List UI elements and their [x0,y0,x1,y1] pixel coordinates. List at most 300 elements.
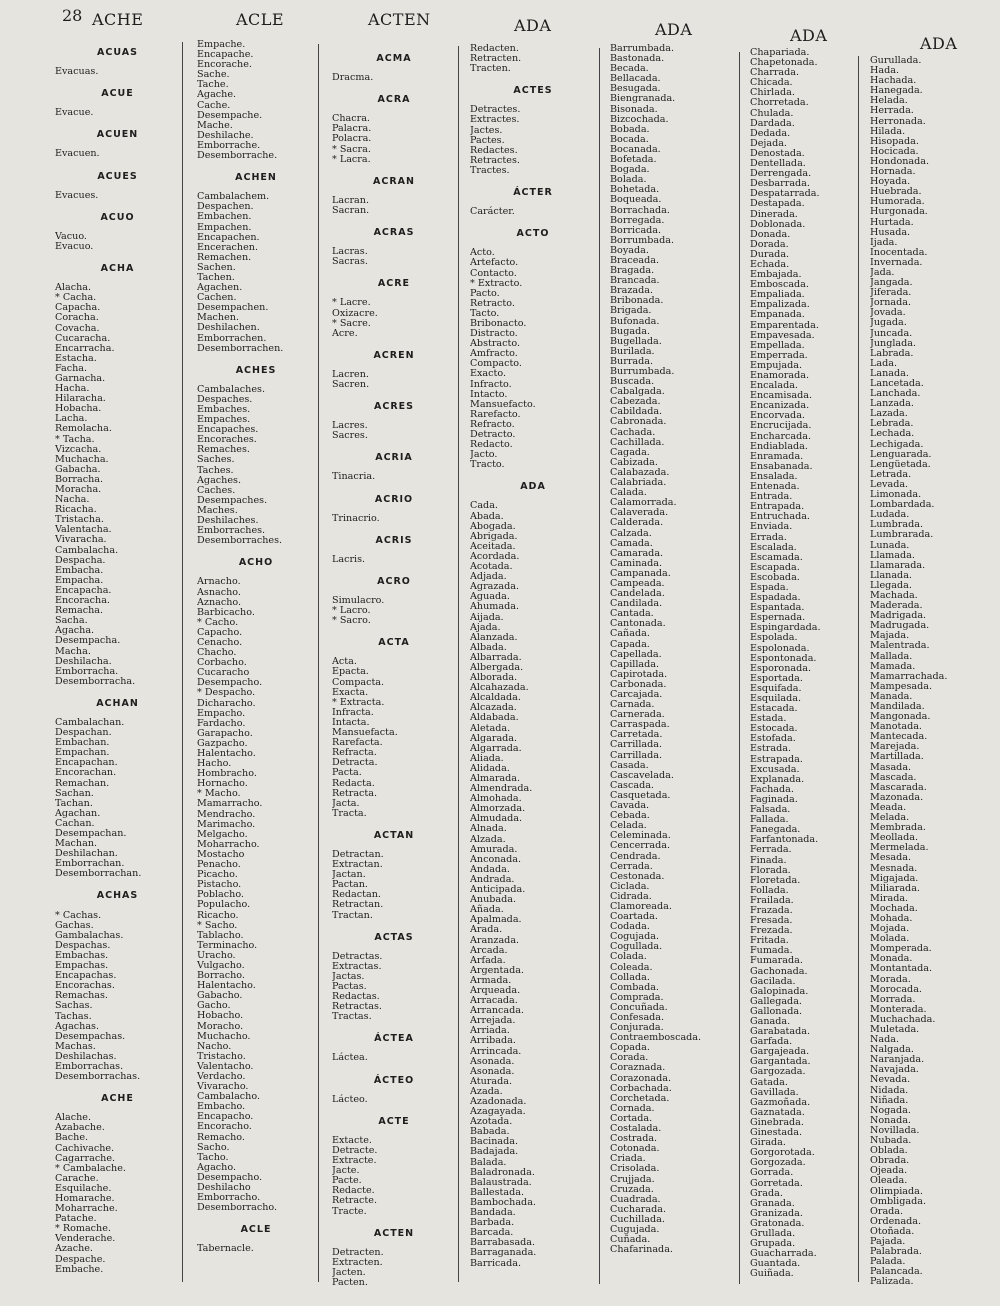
word-entry: Borrumbada. [610,234,675,246]
word-entry: Enviada. [750,521,793,533]
word-entry: Argentada. [470,964,524,976]
word-entry: Barricada. [470,1257,522,1269]
word-entry: Lacris. [332,553,366,565]
word-entry: Arada. [470,924,503,936]
word-entry: Apalmada. [470,914,522,926]
word-entry: Balaustrada. [470,1176,532,1188]
word-entry: Bambochada. [470,1196,536,1208]
word-entry: Cabizada. [610,456,658,468]
word-entry: Capacho. [197,626,243,638]
word-entry: Retractes. [470,154,520,166]
word-entry: Lunada. [870,539,910,551]
word-entry: Garnacha. [55,372,106,384]
word-entry: Hacho. [197,758,232,770]
word-entry: Vacuo. [55,230,87,242]
word-entry: Aliada. [470,752,504,764]
word-entry: Galopinada. [750,985,809,997]
word-entry: Añada. [470,904,504,916]
word-entry: Calaverada. [610,507,669,519]
word-entry: Despachen. [197,201,254,213]
word-entry: Alzada. [470,833,506,845]
word-entry: Entrada. [750,491,793,503]
word-entry: Tacho. [197,1151,229,1163]
word-entry: Deshilache. [197,129,254,141]
word-entry: Gazmoñada. [750,1096,811,1108]
column-rule [318,44,319,1282]
word-entry: Nada. [870,1034,900,1046]
word-entry: Empellada. [750,339,805,351]
word-entry: Gatada. [750,1076,788,1088]
word-entry: Agacho. [197,1161,236,1173]
word-entry: Camarada. [610,547,664,559]
word-entry: Embache. [55,1263,104,1275]
word-entry: Invernada. [870,256,923,268]
word-entry: Detracta. [332,757,378,769]
word-entry: Detractan. [332,848,384,860]
word-entry: Evacues. [55,189,99,201]
running-header-5: ADA [655,20,693,39]
word-entry: Dentellada. [750,158,806,170]
word-entry: Estrapada. [750,753,803,765]
word-entry: Lacres. [332,420,368,432]
word-entry: Gargantada. [750,1056,811,1068]
word-entry: Maderada. [870,600,923,612]
column-rule [599,48,600,1284]
word-entry: Cogullada. [610,941,663,953]
word-entry: Encorachas. [55,980,115,992]
word-entry: Calada. [610,487,647,499]
word-entry: Esportada. [750,672,803,684]
word-entry: Refracta. [332,747,377,759]
word-entry: Moharrache. [55,1203,118,1215]
word-entry: Esporonada. [750,662,812,674]
column-rule [458,46,459,1282]
word-entry: Espadada. [750,592,801,604]
word-entry: Espernada. [750,612,806,624]
word-entry: Momperada. [870,943,932,955]
word-entry: Bastonada. [610,53,665,65]
word-entry: Cogujada. [610,931,660,943]
word-entry: Cache. [197,99,231,111]
word-entry: Cabalgada. [610,386,665,398]
word-entry: Emboscada. [750,279,809,291]
word-entry: Asnacho. [197,586,241,598]
word-entry: Encamisada. [750,390,812,402]
word-entry: Mazonada. [870,791,924,803]
word-entry: Cuñada. [610,1234,651,1246]
word-entry: Tachas. [55,1010,92,1022]
word-entry: Crujjada. [610,1173,655,1185]
word-entry: Excusada. [750,763,800,775]
word-entry: Láctea. [332,1052,368,1064]
word-entry: Sacres. [332,430,368,442]
word-entry: Remachen. [197,251,252,263]
word-entry: Rarefacto. [470,408,521,420]
word-entry: Empachen. [197,221,252,233]
word-entry: Picacho. [197,869,238,881]
section-heading: ACRAS [373,227,415,239]
word-entry: Cencerrada. [610,840,671,852]
word-entry: Helada. [870,95,908,107]
word-entry: Detractes. [470,104,521,116]
word-entry: Carácter. [470,206,515,218]
word-entry: Redacto. [470,439,513,451]
word-entry: Garabatada. [750,1026,811,1038]
word-entry: Candilada. [610,598,663,610]
word-entry: Lacren. [332,368,369,380]
word-entry: Borricada. [610,224,662,236]
word-entry: Tractes. [470,164,510,176]
word-entry: Tablacho. [197,929,244,941]
word-entry: Candelada. [610,588,665,600]
word-entry: Gallegada. [750,995,802,1007]
word-entry: Tracten. [470,63,511,75]
word-entry: Gacho. [197,1000,231,1012]
word-entry: Alcaldada. [470,692,521,704]
word-entry: Adjada. [470,571,507,583]
word-entry: Encapache. [197,49,254,61]
word-entry: Jacten. [332,1266,366,1278]
word-entry: Hocicada. [870,145,919,157]
word-entry: Mascarada. [870,781,927,793]
word-entry: Escapada. [750,561,800,573]
word-entry: Chirlada. [750,87,795,99]
word-entry: Embachas. [55,949,109,961]
word-entry: Mascada. [870,771,917,783]
word-entry: Bolada. [610,174,647,186]
word-entry: Naranjada. [870,1054,925,1066]
word-entry: Limonada. [870,489,922,501]
word-entry: Vizcacha. [55,443,102,455]
word-entry: Masada. [870,761,912,773]
word-entry: Desempacha. [55,635,121,647]
word-entry: Extracten. [332,1256,383,1268]
word-entry: Tabernacle. [197,1243,254,1255]
word-entry: Cagarrache. [55,1152,116,1164]
word-entry: Hoyada. [870,176,911,188]
word-entry: Humorada. [870,196,925,208]
section-heading: ACHE [101,1093,134,1105]
word-entry: Celada. [610,820,647,832]
word-entry: Desemborracho. [197,1202,278,1214]
word-entry: Calabazada. [610,466,670,478]
word-entry: Cascada. [610,779,654,791]
word-entry: Niñada. [870,1094,909,1106]
word-entry: Garapacho. [197,727,253,739]
word-entry: Capillada. [610,658,660,670]
word-entry: Aletada. [470,722,511,734]
word-entry: Aijada. [470,611,504,623]
word-entry: Encoracha. [55,595,110,607]
word-entry: Nogada. [870,1104,911,1116]
word-entry: Manotada. [870,721,922,733]
word-entry: Fritada. [750,935,789,947]
word-entry: Nidada. [870,1084,909,1096]
word-entry: Empanada. [750,309,805,321]
word-entry: Albergada. [470,661,524,673]
word-entry: Gratonada. [750,1217,805,1229]
section-heading: ACRIO [374,493,414,505]
section-heading: ACLE [240,1224,272,1236]
section-heading: ACTEN [373,1227,415,1239]
word-entry: Pactes. [470,134,505,146]
word-entry: Encoraches. [197,434,257,446]
word-entry: Nacha. [55,494,90,506]
word-entry: Deshilachas. [55,1050,117,1062]
word-entry: Polacra. [332,133,372,145]
word-entry: * Lacro. [332,605,371,617]
section-heading: ACUO [100,211,135,223]
word-entry: Despachan. [55,727,112,739]
word-entry: Covacha. [55,322,100,334]
word-entry: Agachan. [55,807,101,819]
word-entry: Novillada. [870,1124,920,1136]
word-entry: Escobada. [750,571,800,583]
word-entry: Estrada. [750,743,791,755]
word-entry: Melgacho. [197,828,248,840]
word-entry: Agache. [197,89,237,101]
word-entry: Despaches. [197,393,253,405]
word-entry: Pactan. [332,879,368,891]
word-entry: Redactas. [332,991,380,1003]
word-entry: Exacta. [332,686,369,698]
section-heading: ACTO [516,228,550,240]
word-entry: Tache. [197,79,229,91]
word-entry: Lanchada. [870,388,921,400]
word-entry: Lazada. [870,408,908,420]
word-entry: Besugada. [610,83,661,95]
word-entry: Coraznada. [610,1062,666,1074]
section-heading: ACTE [378,1115,410,1127]
word-entry: Arfada. [470,954,506,966]
word-entry: Meollada. [870,832,919,844]
word-entry: Palacra. [332,123,372,135]
word-entry: Olimpiada. [870,1185,923,1197]
word-entry: Mostacho [197,848,245,860]
word-entry: Espontonada. [750,652,817,664]
word-entry: Esquilache. [55,1182,112,1194]
word-entry: Endiablada. [750,440,808,452]
word-entry: Bogada. [610,164,650,176]
word-entry: Encrucijada. [750,420,812,432]
word-entry: Embacha. [55,564,104,576]
word-entry: Mohada. [870,912,913,924]
word-entry: Bufonada. [610,315,660,327]
word-entry: Encapachas. [55,970,117,982]
word-entry: Caminada. [610,557,663,569]
word-entry: Cestonada. [610,870,665,882]
word-entry: Agachas. [55,1020,100,1032]
word-entry: Comprada. [610,991,664,1003]
word-entry: Acre. [332,327,358,339]
word-entry: Jacte. [332,1165,360,1177]
word-entry: Calzada. [610,527,652,539]
word-entry: Desemborrachan. [55,868,142,880]
word-entry: Gallonada. [750,1005,803,1017]
section-heading: ÁCTER [513,187,553,199]
word-entry: Desbarrada. [750,178,810,190]
word-entry: Tractas. [332,1011,372,1023]
word-entry: Nubada. [870,1135,912,1147]
word-entry: Intacta. [332,716,370,728]
word-entry: Jovada. [870,307,906,319]
word-entry: Husada. [870,226,911,238]
word-entry: Inocentada. [870,246,928,258]
word-entry: Chapetonada. [750,57,818,69]
word-entry: Artefacto. [470,257,519,269]
word-entry: Alanzada. [470,631,518,643]
word-entry: Machada. [870,589,918,601]
word-entry: Vulgacho. [197,959,245,971]
word-entry: Bugellada. [610,335,662,347]
word-entry: Vivaracho. [197,1081,249,1093]
word-entry: Gavillada. [750,1086,799,1098]
word-entry: Morocada. [870,983,922,995]
word-entry: Machen. [197,312,240,324]
word-entry: Facha. [55,362,88,374]
word-entry: * Lacre. [332,297,371,309]
word-entry: Desemborraches. [197,535,283,547]
word-entry: Algarrada. [470,742,522,754]
word-entry: Dardada. [750,117,795,129]
word-entry: Dedada. [750,127,791,139]
word-entry: Hisopada. [870,135,919,147]
word-entry: Evacuen. [55,148,100,160]
word-entry: Lengüetada. [870,458,931,470]
word-entry: Girada. [750,1137,786,1149]
word-entry: Desempacho. [197,1171,263,1183]
word-entry: Lácteo. [332,1093,368,1105]
word-entry: Bribonada. [610,295,664,307]
word-entry: Gachas. [55,919,94,931]
word-entry: Gacilada. [750,975,796,987]
word-entry: Deshilaches. [197,515,259,527]
word-entry: Mantecada. [870,731,928,743]
word-entry: Encapachen. [197,231,260,243]
word-entry: Amurada. [470,843,518,855]
word-entry: Gargajeada. [750,1046,810,1058]
word-entry: Desempachen. [197,302,269,314]
word-entry: Vivaracha. [55,534,107,546]
word-entry: Remacho. [197,1131,245,1143]
word-entry: Encorvada. [750,410,805,422]
word-entry: Colada. [610,951,647,963]
word-entry: Hada. [870,65,899,77]
word-entry: Bribonacto. [470,317,527,329]
word-entry: Capellada. [610,648,662,660]
word-entry: Abstracto. [470,338,521,350]
word-entry: Embachan. [55,737,110,749]
word-entry: Gabacho. [197,990,243,1002]
word-entry: Dicharacho. [197,697,256,709]
word-entry: Carbonada. [610,678,667,690]
word-entry: * Tacha. [55,433,95,445]
word-entry: Retracten. [470,53,522,65]
word-entry: Borregada. [610,214,665,226]
word-entry: Cortada. [610,1112,653,1124]
word-entry: Carcajada. [610,689,663,700]
word-entry: Ginebrada. [750,1116,804,1128]
word-entry: Chicada. [750,77,793,89]
word-entry: Cañada. [610,628,650,640]
word-entry: Barrabasada. [470,1237,536,1249]
word-entry: Arcada. [470,944,508,956]
word-column-7 [870,56,980,1287]
word-entry: Miliarada. [870,882,920,894]
word-entry: Collada. [610,971,650,983]
word-entry: Floretada. [750,874,801,886]
word-entry: Ballestada. [470,1186,524,1198]
word-entry: Tinacria. [332,471,376,483]
word-entry: Frailada. [750,894,794,906]
word-entry: Campeada. [610,577,665,589]
word-entry: Coartada. [610,911,658,923]
word-entry: Anticipada. [470,884,526,896]
word-entry: Melada. [870,812,910,824]
word-entry: Monada. [870,953,913,965]
section-heading: ACHEN [235,172,277,184]
word-entry: Desempaches. [197,494,268,506]
word-entry: Gazpacho. [197,737,248,749]
word-entry: Gurullada. [870,56,922,66]
word-entry: Tachen. [197,271,235,283]
word-entry: Empacho. [197,707,246,719]
word-entry: Jiferada. [870,287,912,299]
word-entry: Epacta. [332,666,369,678]
word-entry: Barraganada. [470,1247,537,1259]
word-entry: Brazada. [610,285,654,297]
word-entry: Mandilada. [870,701,925,712]
word-entry: Frezada. [750,925,793,937]
section-heading: ACREN [373,349,415,361]
word-entry: Andrada. [470,873,515,885]
word-entry: Azotada. [470,1116,513,1128]
word-entry: Boyada. [610,244,649,256]
word-entry: Deshilacha. [55,655,112,667]
word-entry: Moracho. [197,1020,244,1032]
running-header-4: ADA [514,16,552,35]
word-entry: Sacran. [332,204,370,216]
word-entry: Encanizada. [750,400,810,412]
word-entry: Cornada. [610,1102,655,1114]
word-entry: Penacho. [197,859,241,871]
word-entry: Denostada. [750,147,805,159]
word-entry: Acotada. [470,561,513,573]
word-entry: Almohada. [470,793,522,805]
word-entry: Mendracho. [197,808,256,820]
section-heading: ACRES [374,401,414,413]
word-entry: Juncada. [870,327,913,339]
word-entry: Retractas. [332,1001,382,1013]
word-entry: Sache. [197,69,230,81]
word-entry: Molada. [870,933,910,945]
word-entry: Buscada. [610,376,655,388]
word-entry: Retracte. [332,1195,378,1207]
word-entry: Cruzada. [610,1183,654,1195]
word-entry: Arrejada. [470,1015,516,1027]
word-entry: Faginada. [750,793,798,805]
word-entry: Arqueada. [470,984,521,996]
word-entry: Armada. [470,974,512,986]
word-entry: Lacha. [55,413,88,425]
word-entry: Majada. [870,630,910,642]
word-entry: Nalgada. [870,1044,914,1056]
word-entry: Fardacho. [197,717,246,729]
word-entry: Arrincada. [470,1045,522,1057]
word-entry: Almudada. [470,813,523,825]
word-entry: Desemborrache. [197,150,278,162]
word-entry: Despachas. [55,939,111,951]
